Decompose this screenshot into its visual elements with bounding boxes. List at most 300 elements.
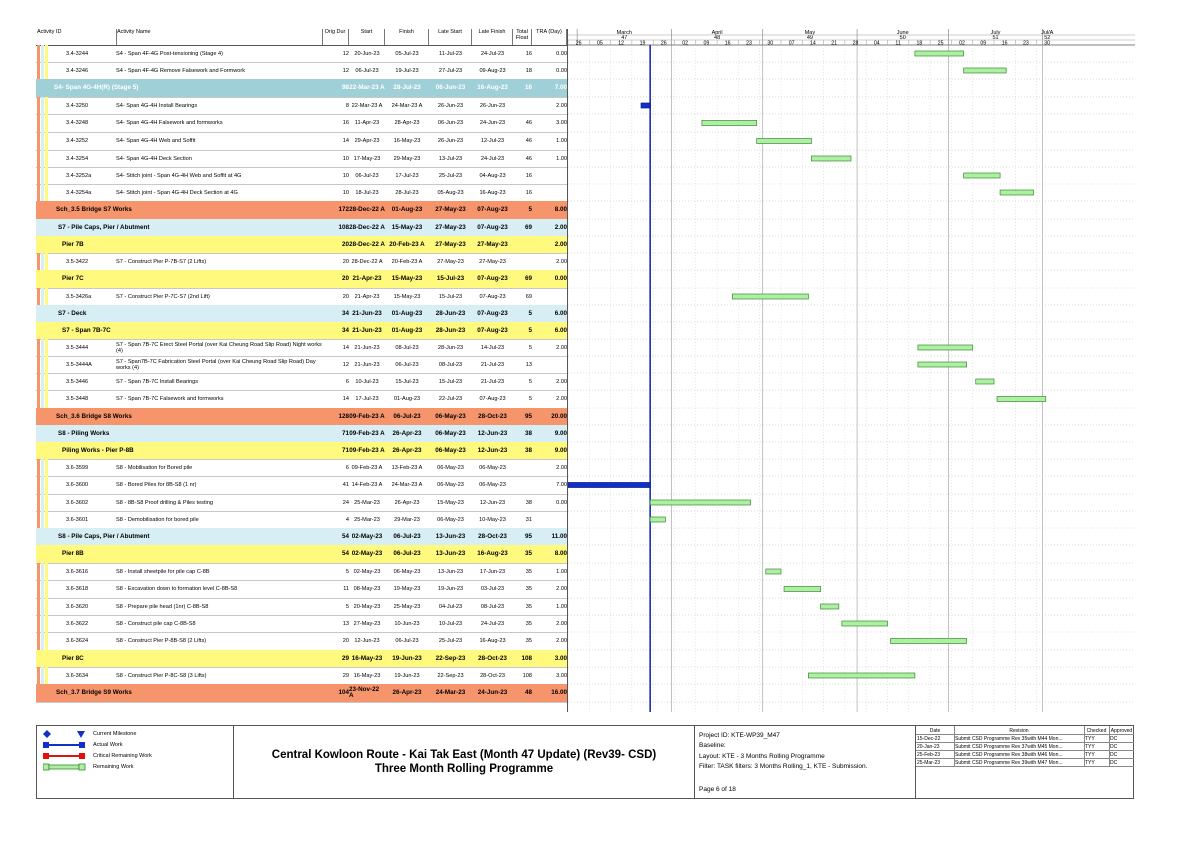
column-header[interactable]: Activity ID	[36, 29, 117, 45]
activity-row[interactable]	[36, 167, 567, 185]
activity-row[interactable]	[36, 667, 567, 685]
cell-start: 21-Apr-23	[352, 275, 382, 282]
cell-tf: 5	[528, 309, 532, 317]
column-header[interactable]: Orig Dur	[322, 29, 349, 45]
cell-dur: 12	[342, 67, 349, 74]
cell-tra: 1.00	[556, 155, 567, 162]
revision-cell: TYY	[1085, 744, 1095, 750]
cell-tf: 35	[525, 638, 532, 644]
week-number-label: 48	[714, 35, 721, 41]
cell-ls: 15-Jul-23	[438, 378, 463, 385]
cell-tf: 5	[528, 378, 532, 385]
week-date-label: 23	[746, 40, 752, 47]
activity-name: S8 - Prepare pile head (1nr) C-8B-S8	[116, 603, 209, 610]
cell-lf: 12-Jun-23	[479, 499, 506, 506]
wbs-row[interactable]	[36, 79, 567, 98]
cell-tra: 7.00	[554, 84, 567, 91]
cell-lf: 07-Aug-23	[479, 396, 506, 402]
cell-finish: 16-May-23	[393, 138, 421, 144]
activity-row[interactable]	[36, 114, 567, 133]
indent-strip	[41, 167, 44, 184]
indent-strip	[37, 356, 40, 373]
cell-tra: 8.00	[554, 206, 567, 213]
week-date-label: 09	[703, 40, 710, 47]
legend-actual	[43, 741, 123, 749]
week-date-label: 02	[682, 40, 688, 47]
cell-tra: 2.00	[556, 638, 567, 644]
activity-row[interactable]	[36, 253, 567, 271]
activity-id: 3.6-3601	[66, 516, 89, 523]
cell-lf: 24-Jul-23	[480, 50, 505, 57]
activity-row[interactable]	[36, 150, 567, 168]
indent-strip	[37, 580, 40, 598]
title-line-2: Three Month Rolling Programme	[374, 763, 554, 775]
activity-row[interactable]	[36, 373, 567, 391]
legend-remaining	[43, 763, 134, 771]
week-date-label: 11	[895, 40, 901, 47]
column-header[interactable]: TRA (Day)	[532, 29, 567, 45]
project-layout: Layout: KTE - 3 Months Rolling Programme	[699, 753, 825, 760]
indent-strip	[37, 45, 40, 62]
week-date-label: 25	[937, 40, 944, 47]
wbs-name: Sch_3.5 Bridge S7 Works	[56, 206, 132, 213]
activity-id: 3.6-3618	[66, 586, 89, 592]
revision-cell: 25-Feb-23	[917, 752, 941, 758]
cell-tf: 69	[524, 275, 532, 282]
wbs-row[interactable]	[36, 236, 567, 254]
remaining-bar	[650, 500, 750, 505]
cell-start: 20-May-23	[353, 603, 381, 610]
legend-milestone	[43, 730, 136, 738]
wbs-row[interactable]	[36, 442, 567, 460]
cell-ls: 26-Jun-23	[437, 138, 464, 144]
cell-start: 17-Jul-23	[355, 396, 379, 402]
cell-tra: 2.00	[556, 378, 567, 385]
indent-strip	[41, 580, 44, 598]
indent-strip	[45, 476, 48, 494]
column-header[interactable]: Late Start	[429, 29, 472, 45]
cell-finish: 26-Apr-23	[392, 689, 422, 696]
activity-id: 3.6-3622	[66, 620, 89, 627]
activity-row[interactable]	[36, 598, 567, 616]
wbs-name: Pier 8B	[62, 550, 84, 557]
wbs-row[interactable]	[36, 270, 567, 289]
cell-tra: 2.00	[556, 586, 567, 592]
week-number-label: 49	[806, 35, 813, 41]
cell-lf: 03-Jul-23	[480, 586, 505, 592]
indent-strip	[45, 667, 48, 684]
activity-row[interactable]	[36, 97, 567, 115]
cell-tf: 95	[524, 532, 532, 540]
indent-strip	[41, 339, 44, 356]
cell-ls: 06-May-23	[435, 446, 466, 454]
remaining-bar	[964, 173, 1001, 178]
activity-row[interactable]	[36, 288, 567, 306]
cell-ls: 13-Jun-23	[435, 550, 466, 557]
legend-label: Actual Work	[93, 742, 123, 748]
cell-ls: 15-Jul-23	[438, 293, 463, 300]
cell-dur: 20	[342, 293, 349, 300]
cell-lf: 07-Aug-23	[477, 309, 508, 317]
wbs-name: S8 - Piling Works	[58, 429, 110, 437]
cell-finish: 19-Jun-23	[392, 654, 422, 662]
cell-dur: 6	[345, 464, 349, 471]
activity-row[interactable]	[36, 615, 567, 633]
cell-ls: 06-May-23	[435, 412, 466, 420]
legend-label: Current Milestone	[93, 731, 137, 737]
wbs-name: Piling Works - Pier P-8B	[62, 446, 134, 454]
activity-name: S8 - Construct Pier P-8C-S8 (3 Lifts)	[116, 672, 207, 679]
wbs-row[interactable]	[36, 650, 567, 668]
cell-start: 14-Feb-23 A	[351, 482, 383, 488]
cell-ls: 15-May-23	[437, 499, 464, 506]
cell-start: 09-Feb-23 A	[349, 446, 385, 454]
cell-ls: 13-Jun-23	[435, 532, 466, 540]
activity-id: 3.4-3254	[66, 155, 89, 162]
activity-name: S7 - Span 7B-7C Falsework and formworks	[116, 396, 224, 402]
activity-row[interactable]	[36, 62, 567, 80]
activity-id: 3.5-3444	[66, 344, 89, 351]
cell-finish: 10-Jun-23	[394, 620, 420, 627]
wbs-row[interactable]	[36, 201, 567, 220]
cell-start: 21-Jun-23	[354, 344, 380, 351]
activity-row[interactable]	[36, 390, 567, 409]
remaining-bar	[702, 121, 757, 126]
cell-dur: 20	[341, 275, 349, 282]
cell-finish: 06-Jul-23	[395, 361, 419, 368]
activity-id: 3.5-3444A	[66, 361, 92, 368]
activity-name: S4 - Span 4F-4G Remove Falsework and Formwork	[116, 67, 246, 74]
cell-finish: 06-Jul-23	[393, 532, 421, 540]
cell-dur: 11	[343, 586, 349, 592]
cell-ls: 28-Jun-23	[435, 326, 466, 334]
cell-start: 25-Mar-23	[354, 516, 380, 523]
wbs-row[interactable]	[36, 305, 567, 323]
activity-row[interactable]	[36, 476, 567, 495]
revision-table	[916, 726, 1134, 766]
indent-strip	[45, 459, 48, 476]
indent-strip	[45, 253, 48, 270]
remaining-bar	[732, 294, 808, 299]
cell-ls: 06-May-23	[437, 516, 464, 523]
cell-start: 28-Dec-22 A	[349, 223, 385, 231]
indent-strip	[45, 45, 48, 62]
gantt-chart	[567, 29, 1135, 712]
cell-tf: 35	[525, 603, 532, 610]
indent-strip	[37, 390, 40, 408]
cell-dur: 24	[342, 499, 349, 506]
cell-start: 08-May-23	[353, 586, 381, 592]
cell-finish: 20-Feb-23 A	[391, 258, 423, 265]
cell-tra: 2.00	[556, 620, 567, 627]
cell-tra: 2.00	[556, 258, 567, 265]
cell-ls: 08-Jul-23	[438, 361, 463, 368]
cell-ls: 10-Jul-23	[438, 620, 463, 627]
cell-ls: 06-May-23	[437, 482, 464, 488]
indent-strip	[41, 62, 44, 79]
remaining-bar	[891, 639, 967, 644]
cell-tf: 46	[525, 120, 532, 126]
cell-tra: 3.00	[556, 120, 567, 126]
activity-row[interactable]	[36, 184, 567, 202]
indent-strip	[41, 476, 44, 494]
week-date-label: 12	[618, 40, 625, 47]
cell-ls: 25-Jul-23	[438, 172, 463, 179]
revision-cell: 15-Dec-22	[917, 736, 941, 742]
cell-dur: 71	[341, 446, 349, 454]
cell-lf: 16-Aug-23	[479, 189, 506, 196]
cell-dur: 71	[341, 429, 349, 437]
indent-strip	[37, 167, 40, 184]
cell-finish: 08-Jul-23	[395, 344, 419, 351]
activity-row[interactable]	[36, 511, 567, 529]
indent-strip	[41, 667, 44, 684]
wbs-name: S4- Span 4G-4H(R) (Stage 5)	[54, 84, 139, 91]
cell-ls: 06-May-23	[437, 464, 464, 471]
activity-id: 3.5-3448	[66, 396, 89, 402]
cell-ls: 11-Jul-23	[439, 50, 462, 57]
remaining-bar	[997, 397, 1046, 402]
cell-tra: 20.00	[551, 412, 567, 420]
activity-id: 3.6-3599	[66, 464, 89, 471]
cell-finish: 19-Jun-23	[394, 672, 420, 679]
cell-tf: 5	[528, 396, 532, 402]
wbs-row[interactable]	[36, 425, 567, 443]
indent-strip	[37, 615, 40, 632]
activity-row[interactable]	[36, 580, 567, 599]
week-date-label: 16	[1001, 40, 1008, 47]
revision-cell: 25-Mar-23	[917, 760, 941, 766]
indent-strip	[37, 494, 40, 511]
cell-start: 09-Feb-23 A	[351, 464, 383, 471]
cell-lf: 16-Aug-23	[477, 84, 508, 91]
cell-tf: 48	[524, 689, 532, 696]
cell-dur: 13	[342, 620, 349, 627]
cell-tra: 3.00	[556, 672, 567, 679]
indent-strip	[37, 184, 40, 201]
cell-lf: 12-Jun-23	[477, 446, 508, 454]
title-line-1: Central Kowloon Route - Kai Tak East (Month 47 Update) (Rev39- CSD)	[271, 749, 657, 761]
column-header[interactable]: Late Finish	[472, 29, 513, 45]
activity-id: 3.6-3620	[66, 603, 89, 610]
cell-dur: 41	[342, 482, 349, 488]
cell-lf: 12-Jul-23	[480, 138, 505, 144]
activity-row[interactable]	[36, 339, 567, 357]
actual-bar	[568, 483, 650, 488]
cell-dur: 10	[342, 172, 349, 179]
indent-strip	[41, 632, 44, 650]
indent-strip	[45, 339, 48, 356]
cell-tra: 2.00	[556, 464, 567, 471]
activity-id: 3.5-3422	[66, 258, 89, 265]
activity-name: S4- Span 4G-4H Install Bearings	[116, 102, 198, 109]
wbs-name: Pier 7B	[62, 240, 84, 248]
wbs-name: Sch_3.6 Bridge S8 Works	[56, 412, 132, 420]
revision-header: Revision	[1009, 728, 1029, 734]
cell-tra: 6.00	[554, 326, 567, 334]
activity-id: 3.4-3244	[66, 50, 89, 57]
wbs-row[interactable]	[36, 322, 567, 340]
cell-tf: 38	[525, 499, 532, 506]
cell-finish: 26-Apr-23	[394, 499, 420, 506]
schedule-sheet	[36, 29, 1134, 799]
indent-strip	[41, 356, 44, 373]
cell-dur: 14	[342, 344, 349, 351]
cell-start: 18-Jul-23	[355, 189, 379, 196]
indent-strip	[41, 45, 44, 62]
cell-ls: 19-Jun-23	[437, 586, 464, 592]
remaining-bar	[964, 68, 1007, 73]
indent-strip	[45, 390, 48, 408]
cell-finish: 01-Aug-23	[391, 309, 423, 317]
remaining-bar	[757, 139, 812, 144]
column-header[interactable]: Total Float	[513, 29, 532, 45]
activity-id: 3.4-3250	[66, 102, 89, 109]
cell-finish: 25-May-23	[393, 603, 421, 610]
indent-strip	[45, 97, 48, 114]
column-header[interactable]: Activity Name	[116, 29, 323, 45]
activity-id: 3.6-3634	[66, 672, 89, 679]
wbs-row[interactable]	[36, 528, 567, 546]
activity-row[interactable]	[36, 494, 567, 512]
activity-name: S4 - Span 4F-4G Post-tensioning (Stage 4)	[116, 50, 223, 57]
indent-strip	[41, 373, 44, 390]
column-header[interactable]: Finish	[385, 29, 429, 45]
indent-strip	[41, 97, 44, 114]
activity-row[interactable]	[36, 459, 567, 477]
indent-strip	[41, 184, 44, 201]
activity-row[interactable]	[36, 632, 567, 651]
cell-ls: 27-May-23	[435, 206, 466, 213]
cell-ls: 22-Sep-23	[435, 654, 466, 662]
cell-tra: 11.00	[551, 532, 567, 540]
indent-strip	[37, 598, 40, 615]
cell-dur: 10	[342, 189, 349, 196]
cell-dur: 20	[341, 240, 349, 248]
project-filter: Filter: TASK filters: 3 Months Rolling_1, KTE - Submission.	[699, 763, 868, 770]
indent-strip	[41, 253, 44, 270]
cell-tf: 38	[524, 446, 532, 454]
cell-tf: 69	[524, 223, 532, 231]
cell-ls: 13-Jul-23	[438, 155, 463, 162]
indent-strip	[37, 114, 40, 132]
wbs-row[interactable]	[36, 219, 567, 237]
actual-bar	[641, 103, 650, 108]
cell-ls: 26-Jun-23	[437, 102, 464, 109]
cell-tf: 35	[525, 568, 532, 575]
wbs-name: Pier 7C	[62, 275, 84, 282]
cell-start: 23-Nov-22 A	[349, 686, 380, 699]
cell-lf: 28-Oct-23	[480, 672, 505, 679]
wbs-row[interactable]	[36, 408, 567, 426]
week-date-label: 09	[980, 40, 987, 47]
indent-strip	[41, 563, 44, 580]
cell-dur: 14	[342, 138, 349, 144]
week-date-label: 04	[873, 40, 880, 47]
cell-finish: 01-Aug-23	[391, 206, 423, 213]
revision-cell: Submit CSD Programme Rev 37with M45 Mon...	[955, 744, 1063, 750]
month-label: July	[990, 30, 1001, 36]
remaining-bar	[918, 362, 967, 367]
remaining-bar	[915, 51, 964, 56]
cell-finish: 28-Apr-23	[394, 120, 420, 126]
activity-row[interactable]	[36, 132, 567, 151]
cell-dur: 54	[341, 532, 349, 540]
cell-lf: 12-Jun-23	[477, 429, 508, 437]
footer	[36, 725, 1134, 799]
cell-finish: 24-Mar-23 A	[391, 102, 423, 109]
cell-lf: 16-Aug-23	[477, 550, 508, 557]
cell-tf: 35	[525, 586, 532, 592]
revision-header: Approved	[1110, 728, 1133, 734]
indent-strip	[37, 62, 40, 79]
cell-tf: 16	[525, 189, 532, 196]
indent-strip	[37, 132, 40, 150]
cell-lf: 09-Aug-23	[479, 67, 506, 74]
cell-dur: 34	[341, 309, 349, 317]
cell-start: 22-Mar-23 A	[351, 102, 383, 109]
column-header[interactable]: Start	[349, 29, 385, 45]
cell-tra: 2.00	[556, 396, 567, 402]
remaining-bar	[976, 379, 994, 384]
revision-cell: DC	[1110, 744, 1118, 750]
wbs-row[interactable]	[36, 684, 567, 703]
wbs-name: S7 - Span 7B-7C	[62, 326, 111, 334]
cell-tra: 16.00	[551, 689, 567, 696]
activity-name: S4- Stitch joint - Span 4G-4H Web and Soffit at 4G	[116, 172, 242, 179]
activity-id: 3.6-3602	[66, 499, 89, 506]
activity-name: S4- Span 4G-4H Web and Soffit	[116, 138, 196, 144]
cell-lf: 06-May-23	[479, 482, 506, 488]
cell-tra: 3.00	[554, 654, 567, 662]
activity-row[interactable]	[36, 356, 567, 374]
indent-strip	[37, 373, 40, 390]
cell-start: 22-Mar-23 A	[349, 84, 385, 91]
cell-dur: 12	[342, 50, 349, 57]
wbs-row[interactable]	[36, 545, 567, 564]
activity-name: S8 - 8B-S8 Proof drilling & Piles testing	[116, 499, 214, 506]
cell-start: 21-Apr-23	[354, 293, 380, 300]
indent-strip	[45, 511, 48, 528]
cell-ls: 06-Jun-23	[437, 120, 464, 126]
indent-strip	[37, 288, 40, 305]
cell-dur: 12	[342, 361, 349, 368]
cell-start: 20-Jun-23	[354, 50, 380, 57]
indent-strip	[45, 632, 48, 650]
month-label: April	[711, 30, 723, 36]
cell-finish: 19-May-23	[393, 586, 421, 592]
activity-row[interactable]	[36, 45, 567, 63]
revision-cell: 20-Jan-23	[917, 744, 940, 750]
cell-dur: 20	[342, 638, 349, 644]
wbs-name: S7 - Deck	[58, 309, 87, 317]
cell-dur: 54	[341, 550, 349, 557]
month-label: March	[616, 30, 632, 36]
indent-strip	[37, 253, 40, 270]
week-number-label: 50	[899, 35, 906, 41]
activity-row[interactable]	[36, 563, 567, 581]
cell-finish: 05-Jul-23	[395, 50, 419, 57]
cell-start: 11-Apr-23	[354, 120, 380, 126]
cell-tra	[532, 356, 570, 373]
cell-lf: 10-May-23	[479, 516, 506, 523]
revision-col-rule	[1109, 726, 1110, 766]
wbs-name: S7 - Pile Caps, Pier / Abutment	[58, 223, 150, 231]
cell-tf: 16	[525, 50, 532, 57]
cell-lf: 26-Jun-23	[479, 102, 506, 109]
cell-dur: 5	[345, 568, 349, 575]
activity-name: S7 - Span 7B-7C Erect Steel Portal (over Kai Cheung Road Slip Road) Night works (4)	[116, 341, 322, 354]
